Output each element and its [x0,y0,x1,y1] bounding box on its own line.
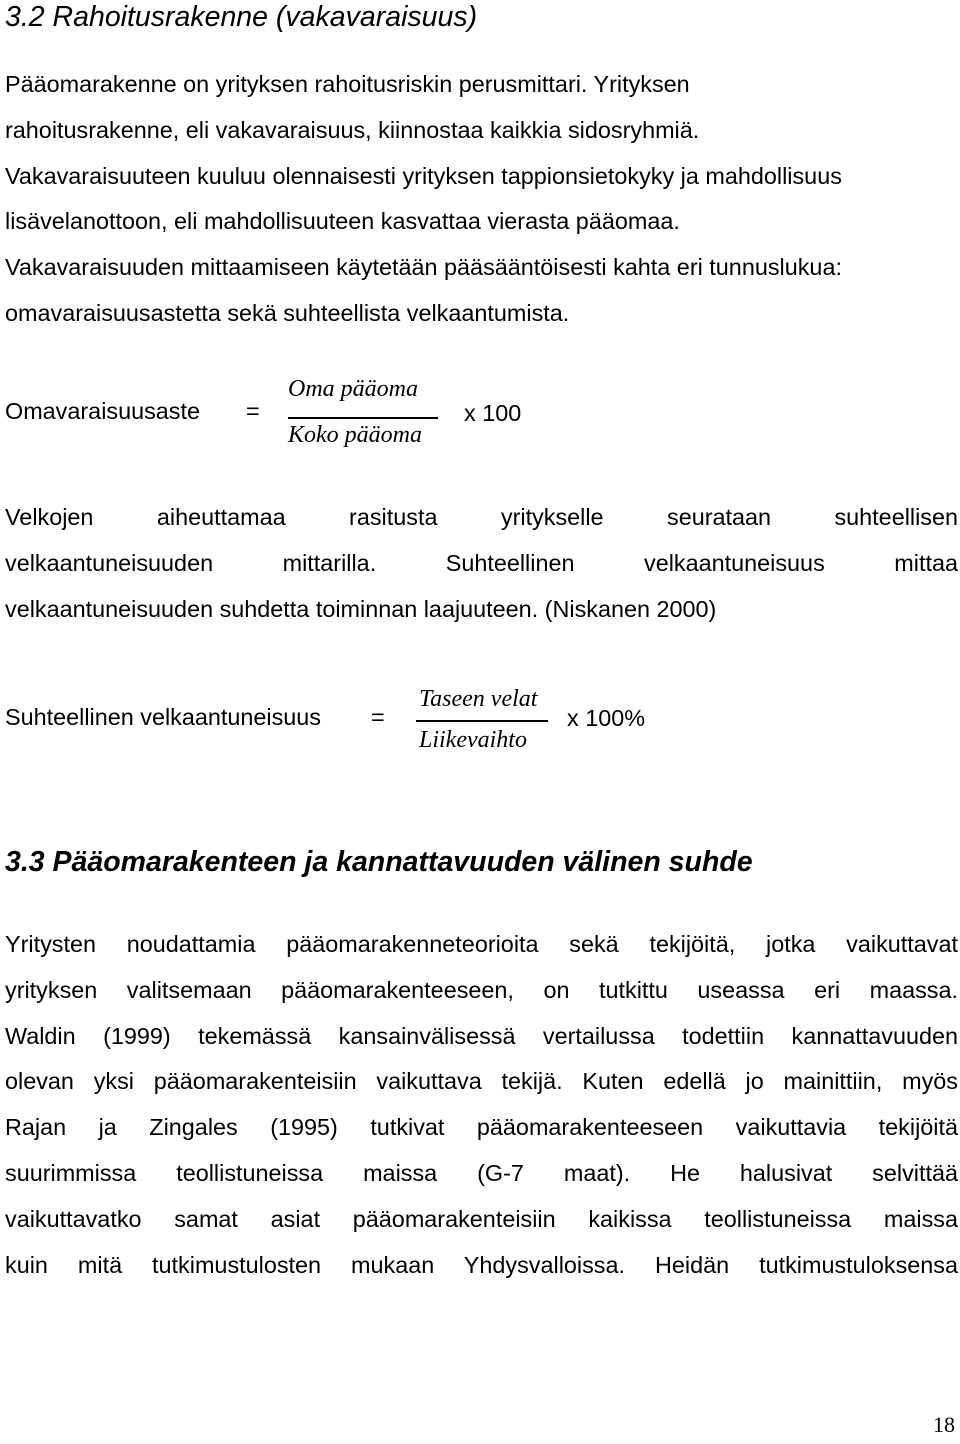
text-line: Vakavaraisuuteen kuuluu olennaisesti yrityksen tappionsietokyky ja mahdollisuus [5,162,842,189]
text-line: omavaraisuusastetta sekä suhteellista velkaantumista. [5,299,570,326]
formula-label: Omavaraisuusaste [5,398,201,424]
text-line: vaikuttavatko samat asiat pääomarakenteisiin kaikissa teollistuneissa maissa [5,1205,958,1232]
text-line: Waldin (1999) tekemässä kansainvälisessä vertailussa todettiin kannattavuuden [5,1022,958,1049]
formula-multiplier: x 100 [464,400,522,426]
fraction-bar [288,417,438,419]
page-number: 18 [933,1412,955,1437]
text-line: yrityksen valitsemaan pääomarakenteeseen, on tutkittu useassa eri maassa. [5,976,958,1003]
text-line: Yritysten noudattamia pääomarakenneteorioita sekä tekijöitä, jotka vaikuttavat [5,931,958,957]
text-line: Pääomarakenne on yrityksen rahoitusriskin perusmittari. Yrityksen [5,71,690,97]
text-line: rahoitusrakenne, eli vakavaraisuus, kiinnostaa kaikkia sidosryhmiä. [5,116,700,143]
equals-sign: = [371,704,385,730]
formula-multiplier: x 100% [567,705,646,731]
paragraph-relative-debt [5,495,958,632]
text-line: Vakavaraisuuden mittaamiseen käytetään pääsääntöisesti kahta eri tunnuslukua: [5,254,842,281]
text-line: Velkojen aiheuttamaa rasitusta yritykselle seurataan suhteellisen [5,504,958,530]
text-line: kuin mitä tutkimustulosten mukaan Yhdysvalloissa. Heidän tutkimustuloksensa [5,1251,958,1278]
fraction-bar [416,720,548,722]
text-line: Rajan ja Zingales (1995) tutkivat pääomarakenteeseen vaikuttavia tekijöitä [5,1114,958,1141]
formula-label: Suhteellinen velkaantuneisuus [5,704,322,730]
formula-denominator: Koko pääoma [288,422,422,448]
section-heading-3-2: 3.2 Rahoitusrakenne (vakavaraisuus) [5,1,478,33]
text-line: lisävelanottoon, eli mahdollisuuteen kasvattaa vierasta pääomaa. [5,208,680,235]
formula-denominator: Liikevaihto [419,727,527,753]
text-line: olevan yksi pääomarakenteisiin vaikuttava tekijä. Kuten edellä jo mainittiin, myös [5,1068,958,1095]
formula-numerator: Oma pääoma [288,376,418,402]
text-line: suurimmissa teollistuneissa maissa (G-7 maat). He halusivat selvittää [5,1159,958,1186]
relative-indebtedness-formula [0,680,700,770]
formula-numerator: Taseen velat [419,686,538,712]
text-line: velkaantuneisuuden mittarilla. Suhteellinen velkaantuneisuus mittaa [5,549,958,576]
paragraph-capital-structure [5,62,958,337]
paragraph-profitability [5,922,958,1288]
text-line: velkaantuneisuuden suhdetta toiminnan laajuuteen. (Niskanen 2000) [5,595,717,622]
equity-ratio-formula [0,365,600,455]
equals-sign: = [246,398,260,424]
section-heading-3-3: 3.3 Pääomarakenteen ja kannattavuuden välinen suhde [5,846,753,878]
